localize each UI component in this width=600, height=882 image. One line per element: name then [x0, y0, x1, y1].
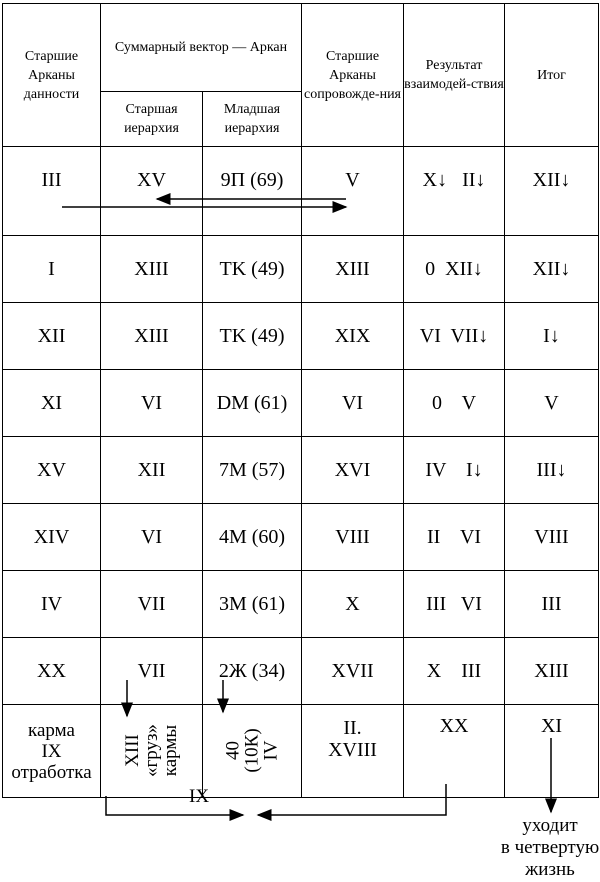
cell-col2: VII	[101, 571, 203, 638]
cell-col1: IV	[3, 571, 101, 638]
cell-col3: DM (61)	[203, 370, 302, 437]
cell-col3: 7M (57)	[203, 437, 302, 504]
cell-col6: I↓	[505, 303, 599, 370]
cell-col6: XII↓	[505, 147, 599, 236]
cell-col1: XI	[3, 370, 101, 437]
cell-col1: XIV	[3, 504, 101, 571]
header-col6: Итог	[505, 4, 599, 147]
last-row-col5: XX	[404, 705, 505, 798]
cell-col1: XII	[3, 303, 101, 370]
cell-col2: XIII	[101, 303, 203, 370]
cell-col2: VI	[101, 370, 203, 437]
cell-col4: XIII	[302, 236, 404, 303]
header-vector: Суммарный вектор — Аркан	[101, 4, 302, 92]
cell-col5: IV I↓	[404, 437, 505, 504]
cell-col4: XIX	[302, 303, 404, 370]
cell-col6: XIII	[505, 638, 599, 705]
cell-col6: VIII	[505, 504, 599, 571]
cell-col4: VIII	[302, 504, 404, 571]
cell-col5: 0 XII↓	[404, 236, 505, 303]
cell-col4: XVII	[302, 638, 404, 705]
header-senior: Старшая иерархия	[101, 92, 203, 147]
cell-col2: VII	[101, 638, 203, 705]
cell-col4: XVI	[302, 437, 404, 504]
cell-col5: X III	[404, 638, 505, 705]
cell-col4: VI	[302, 370, 404, 437]
last-row-col6: XI	[505, 705, 599, 798]
cell-col3: 9П (69)	[203, 147, 302, 236]
last-row-col3-text: 40 (10К) IV	[222, 728, 282, 773]
cell-col5: III VI	[404, 571, 505, 638]
cell-col6: V	[505, 370, 599, 437]
cell-col2: XV	[101, 147, 203, 236]
last-row-col2-text: XIII «груз» кармы	[122, 723, 181, 778]
cell-col4: V	[302, 147, 404, 236]
header-col4: Старшие Арканы сопровожде-ния	[302, 4, 404, 147]
cell-col1: XX	[3, 638, 101, 705]
cell-col3: 3M (61)	[203, 571, 302, 638]
arrow-bottom-left	[106, 796, 243, 815]
cell-col3: 4M (60)	[203, 504, 302, 571]
cell-col5: 0 V	[404, 370, 505, 437]
cell-col6: XII↓	[505, 236, 599, 303]
header-col1: Старшие Арканы данности	[3, 4, 101, 147]
cell-col4: X	[302, 571, 404, 638]
cell-col1: III	[3, 147, 101, 236]
cell-col3: TK (49)	[203, 236, 302, 303]
bottom-label: IX	[189, 786, 210, 807]
cell-col3: TK (49)	[203, 303, 302, 370]
arrow-bottom-right	[258, 784, 446, 815]
outside-note: уходит в четвертую жизнь	[500, 815, 600, 880]
cell-col1: XV	[3, 437, 101, 504]
cell-col3: 2Ж (34)	[203, 638, 302, 705]
cell-col5: II VI	[404, 504, 505, 571]
cell-col1: I	[3, 236, 101, 303]
cell-col2: VI	[101, 504, 203, 571]
cell-col2: XII	[101, 437, 203, 504]
cell-col5: X↓ II↓	[404, 147, 505, 236]
cell-col5: VI VII↓	[404, 303, 505, 370]
header-col5: Результат взаимодей-ствия	[404, 4, 505, 147]
last-row-col4: II. XVIII	[302, 705, 404, 798]
last-row-col1: карма IX отработка	[3, 705, 101, 798]
cell-col6: III↓	[505, 437, 599, 504]
cell-col6: III	[505, 571, 599, 638]
header-junior: Младшая иерархия	[203, 92, 302, 147]
cell-col2: XIII	[101, 236, 203, 303]
